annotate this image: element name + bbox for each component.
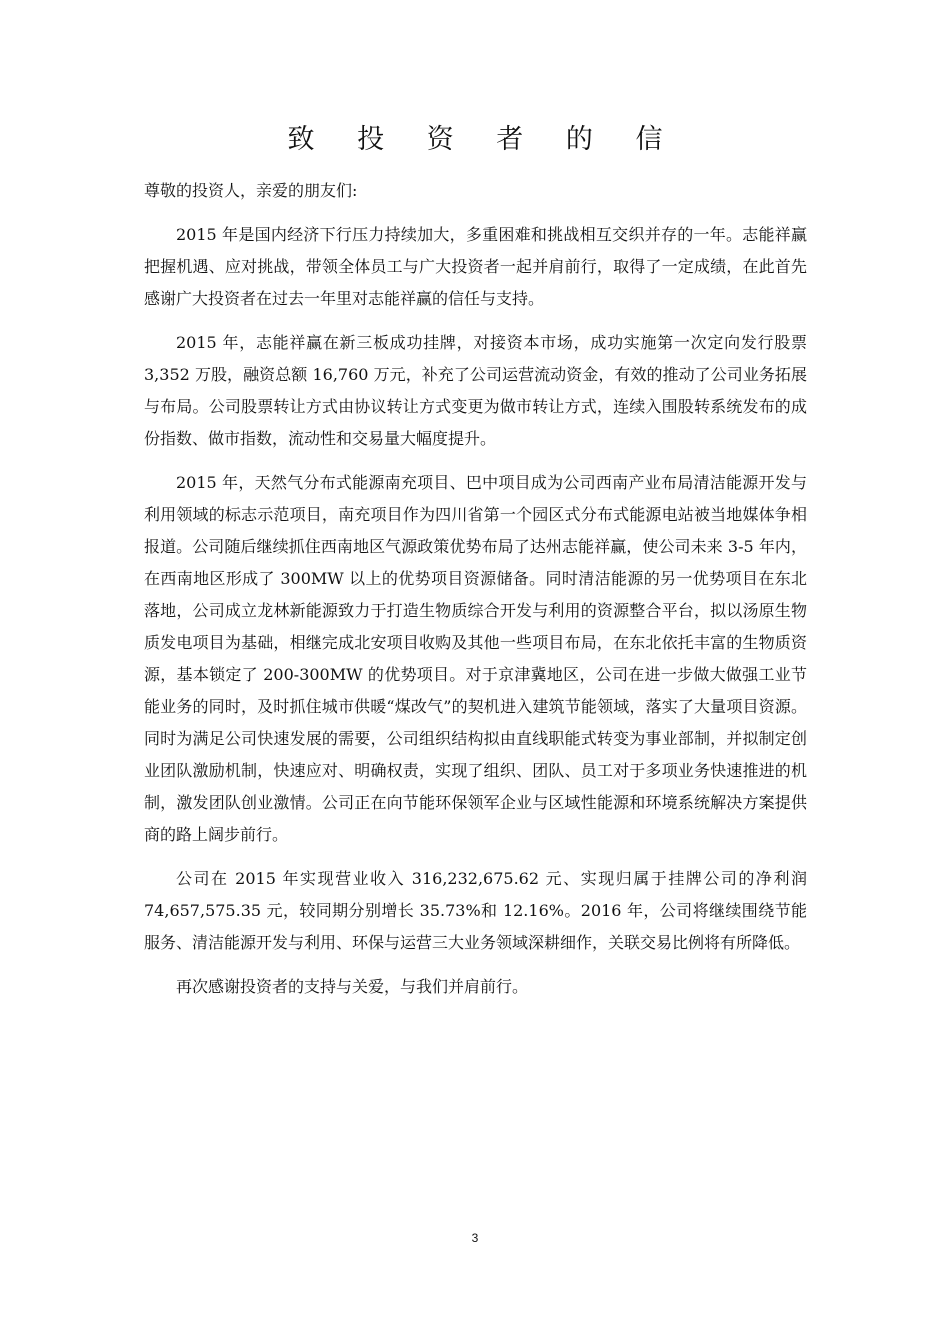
paragraph-financials: 公司在 2015 年实现营业收入 316,232,675.62 元、实现归属于挂牌公司的净利润 74,657,575.35 元，较同期分别增长 35.73%和 12.16%。2016 年，公司将继续围绕节能服务、清洁能源开发与利用、环保与运营三大业务领域深耕细作，关联交易比例将有所降低。: [144, 869, 807, 952]
letter-title: 致 投 资 者 的 信: [287, 124, 680, 155]
salutation: 尊敬的投资人，亲爱的朋友们:: [144, 181, 358, 200]
paragraph-opening: 2015 年是国内经济下行压力持续加大，多重困难和挑战相互交织并存的一年。志能祥赢把握机遇、应对挑战，带领全体员工与广大投资者一起并肩前行，取得了一定成绩，在此首先感谢广大投资者在过去一年里对志能祥赢的信任与支持。: [144, 225, 807, 308]
paragraph-projects: 2015 年，天然气分布式能源南充项目、巴中项目成为公司西南产业布局清洁能源开发与利用领域的标志示范项目，南充项目作为四川省第一个园区式分布式能源电站被当地媒体争相报道。公司随后继续抓住西南地区气源政策优势布局了达州志能祥赢，使公司未来 3-5 年内，在西南地区形成了 300MW 以上的优势项目资源储备。同时清洁能源的另一优势项目在东北落地，公司成立龙林新能源致力于打造生物质综合开发与利用的资源整合平台，拟以汤原生物质发电项目为基础，相继完成北安项目收购及其他一些项目布局，在东北依托丰富的生物质资源，基本锁定了 200-300MW 的优势项目。对于京津冀地区，公司在进一步做大做强工业节能业务的同时，及时抓住城市供暖“煤改气”的契机进入建筑节能领域，落实了大量项目资源。同时为满足公司快速发展的需要，公司组织结构拟由直线职能式转变为事业部制，并拟制定创业团队激励机制，快速应对、明确权责，实现了组织、团队、员工对于多项业务快速推进的机制，激发团队创业激情。公司正在向节能环保领军企业与区域性能源和环境系统解决方案提供商的路上阔步前行。: [144, 473, 807, 844]
paragraph-capital-market: 2015 年，志能祥赢在新三板成功挂牌，对接资本市场，成功实施第一次定向发行股票 3,352 万股，融资总额 16,760 万元，补充了公司运营流动资金，有效的推动了公司业务拓展与布局。公司股票转让方式由协议转让方式变更为做市转让方式，连续入围股转系统发布的成份指数、做市指数，流动性和交易量大幅度提升。: [144, 333, 807, 448]
letter-body: [144, 175, 807, 1015]
paragraph-closing: 再次感谢投资者的支持与关爱，与我们并肩前行。: [176, 977, 529, 996]
page-number: 3: [471, 1231, 479, 1245]
